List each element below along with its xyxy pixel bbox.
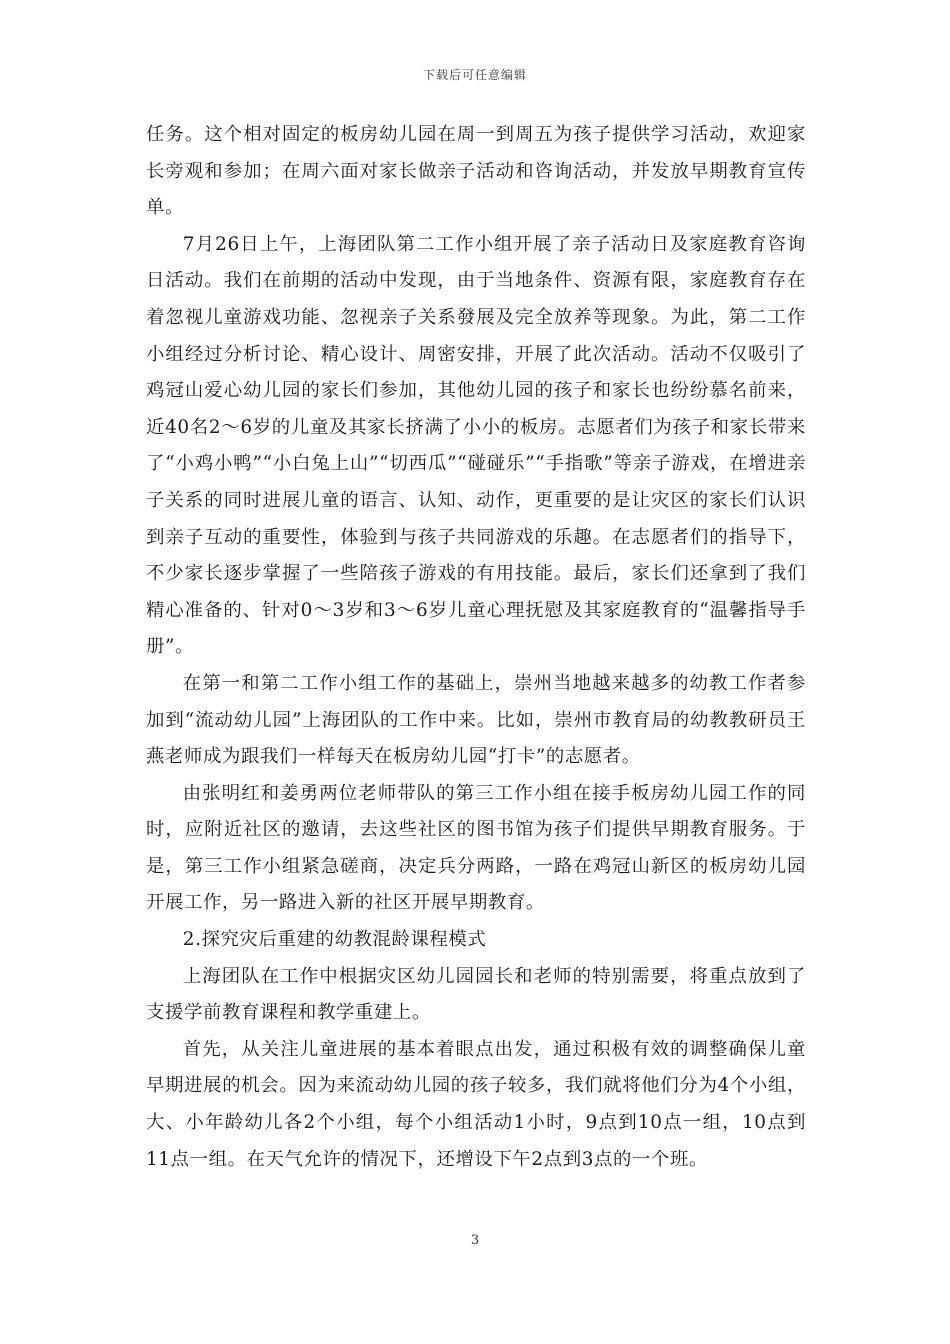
section-heading: 2.探究灾后重建的幼教混龄课程模式 <box>182 929 487 951</box>
paragraph: 在第一和第二工作小组工作的基础上，崇州当地越来越多的幼教工作者参加到“流动幼儿园”上海团队的工作中来。比如，崇州市教育局的幼教教研员王燕老师成为跟我们一样每天在板房幼儿园“打卡”的志愿者。 <box>146 672 806 768</box>
paragraph: 任务。这个相对固定的板房幼儿园在周一到周五为孩子提供学习活动，欢迎家长旁观和参加；在周六面对家长做亲子活动和咨询活动，并发放早期教育宣传单。 <box>146 124 806 219</box>
paragraph: 7月26日上午，上海团队第二工作小组开展了亲子活动日及家庭教育咨询日活动。我们在前期的活动中发现，由于当地条件、资源有限，家庭教育存在着忽视儿童游戏功能、忽视亲子关系發展及完全放养等现象。为此，第二工作小组经过分析讨论、精心设计、周密安排，开展了此次活动。活动不仅吸引了鸡冠山爱心幼儿园的家长们参加，其他幼儿园的孩子和家长也纷纷慕名前来，近40名2～6岁的儿童及其家长挤满了小小的板房。志愿者们为孩子和家长带来了“小鸡小鸭”“小白兔上山”“切西瓜”“碰碰乐”“手指歌”等亲子游戏，在增进亲子关系的同时进展儿童的语言、认知、动作，更重要的是让灾区的家长们认识到亲子互动的重要性，体验到与孩子共同游戏的乐趣。在志愿者们的指导下，不少家长逐步掌握了一些陪孩子游戏的有用技能。最后，家长们还拿到了我们精心准备的、针对0～3岁和3～6岁儿童心理抚慰及其家庭教育的“温馨指导手册”。 <box>146 233 806 658</box>
paragraph: 由张明红和姜勇两位老师带队的第三工作小组在接手板房幼儿园工作的同时，应附近社区的邀请，去这些社区的图书馆为孩子们提供早期教育服务。于是，第三工作小组紧急磋商，决定兵分两路，一路在鸡冠山新区的板房幼儿园开展工作，另一路进入新的社区开展早期教育。 <box>146 782 806 914</box>
document-body <box>146 117 806 1178</box>
paragraph: 上海团队在工作中根据灾区幼儿园园长和老师的特别需要，将重点放到了支援学前教育课程和教学重建上。 <box>146 965 806 1024</box>
paragraph: 首先，从关注儿童进展的基本着眼点出发，通过积极有效的调整确保儿童早期进展的机会。因为来流动幼儿园的孩子较多，我们就将他们分为4个小组，大、小年龄幼儿各2个小组，每个小组活动1小时，9点到10点一组，10点到11点一组。在天气允许的情况下，还增设下午2点到3点的一个班。 <box>146 1038 806 1170</box>
page-number: 3 <box>470 1233 480 1248</box>
page-header: 下载后可任意编辑 <box>422 68 527 82</box>
